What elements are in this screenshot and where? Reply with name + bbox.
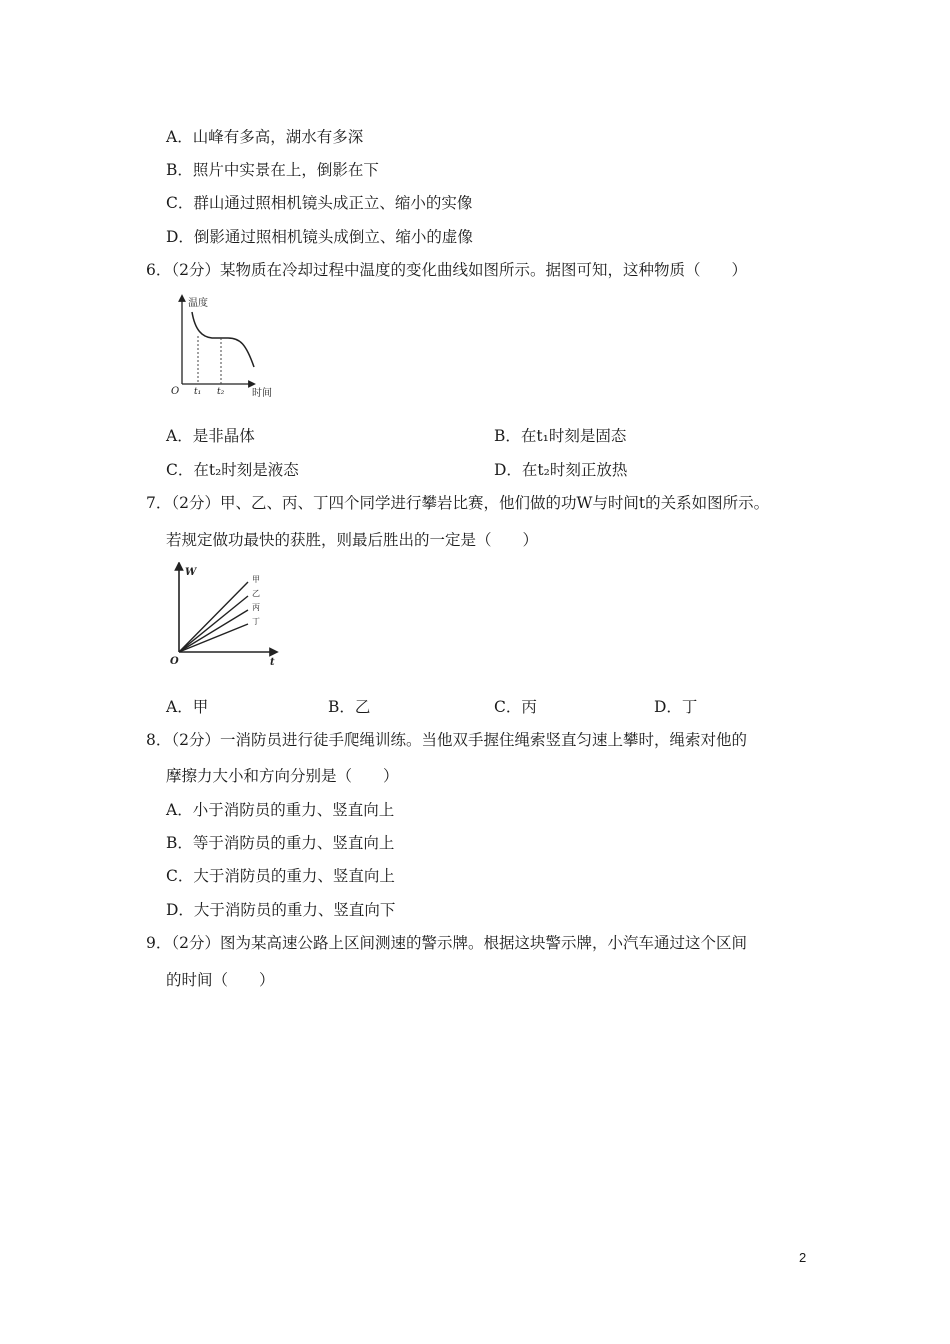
q6-option-b: B．在t₁时刻是固态 xyxy=(494,427,627,445)
q6-option-c: C．在t₂时刻是液态 xyxy=(166,461,299,479)
q7-y-label: W xyxy=(185,567,197,578)
q8-option-a: A．小于消防员的重力、竖直向上 xyxy=(166,801,395,819)
q7-option-d: D．丁 xyxy=(654,698,698,716)
q7-line-ding xyxy=(179,624,248,652)
q6-t1-label: t₁ xyxy=(194,387,202,397)
q6-temperature-curve xyxy=(192,312,254,367)
q6-y-label: 温度 xyxy=(188,298,208,309)
q6-x-label: 时间 xyxy=(252,388,272,399)
q6-stem: 6．（2分）某物质在冷却过程中温度的变化曲线如图所示。据图可知，这种物质（ ） xyxy=(146,261,747,279)
q8-stem-line1: 8．（2分）一消防员进行徒手爬绳训练。当他双手握住绳索竖直匀速上攀时，绳索对他的 xyxy=(146,731,747,749)
q7-line-yi xyxy=(179,596,248,652)
q7-x-label: t xyxy=(270,657,275,668)
q7-label-ding: 丁 xyxy=(252,617,260,626)
q6-option-a: A．是非晶体 xyxy=(166,427,255,445)
q6-option-d: D．在t₂时刻正放热 xyxy=(494,461,628,479)
q5-option-a: A．山峰有多高，湖水有多深 xyxy=(166,128,364,146)
q8-stem-line2: 摩擦力大小和方向分别是（ ） xyxy=(166,767,399,785)
q8-option-b: B．等于消防员的重力、竖直向上 xyxy=(166,834,395,852)
page-number: 2 xyxy=(799,1250,807,1265)
q9-stem-line2: 的时间（ ） xyxy=(166,971,275,989)
q7-label-yi: 乙 xyxy=(252,589,260,598)
q7-work-time-figure xyxy=(168,562,283,672)
q7-option-a: A．甲 xyxy=(166,698,209,716)
q6-cooling-curve-figure xyxy=(168,292,283,402)
q5-option-c: C．群山通过照相机镜头成正立、缩小的实像 xyxy=(166,194,473,212)
q5-option-d: D．倒影通过照相机镜头成倒立、缩小的虚像 xyxy=(166,228,473,246)
q8-option-d: D．大于消防员的重力、竖直向下 xyxy=(166,901,396,919)
q7-option-b: B．乙 xyxy=(328,698,371,716)
q7-option-c: C．丙 xyxy=(494,698,537,716)
q7-stem-line1: 7．（2分）甲、乙、丙、丁四个同学进行攀岩比赛，他们做的功W与时间t的关系如图所示。 xyxy=(146,494,770,512)
q6-t2-label: t₂ xyxy=(217,387,225,397)
q7-label-jia: 甲 xyxy=(252,575,260,584)
q5-option-b: B．照片中实景在上，倒影在下 xyxy=(166,161,379,179)
q6-origin-label: O xyxy=(171,386,180,397)
q9-stem-line1: 9．（2分）图为某高速公路上区间测速的警示牌。根据这块警示牌，小汽车通过这个区间 xyxy=(146,934,747,952)
q7-origin-label: O xyxy=(170,656,179,667)
q8-option-c: C．大于消防员的重力、竖直向上 xyxy=(166,867,395,885)
q7-label-bing: 丙 xyxy=(252,603,260,612)
q7-stem-line2: 若规定做功最快的获胜，则最后胜出的一定是（ ） xyxy=(166,531,539,549)
